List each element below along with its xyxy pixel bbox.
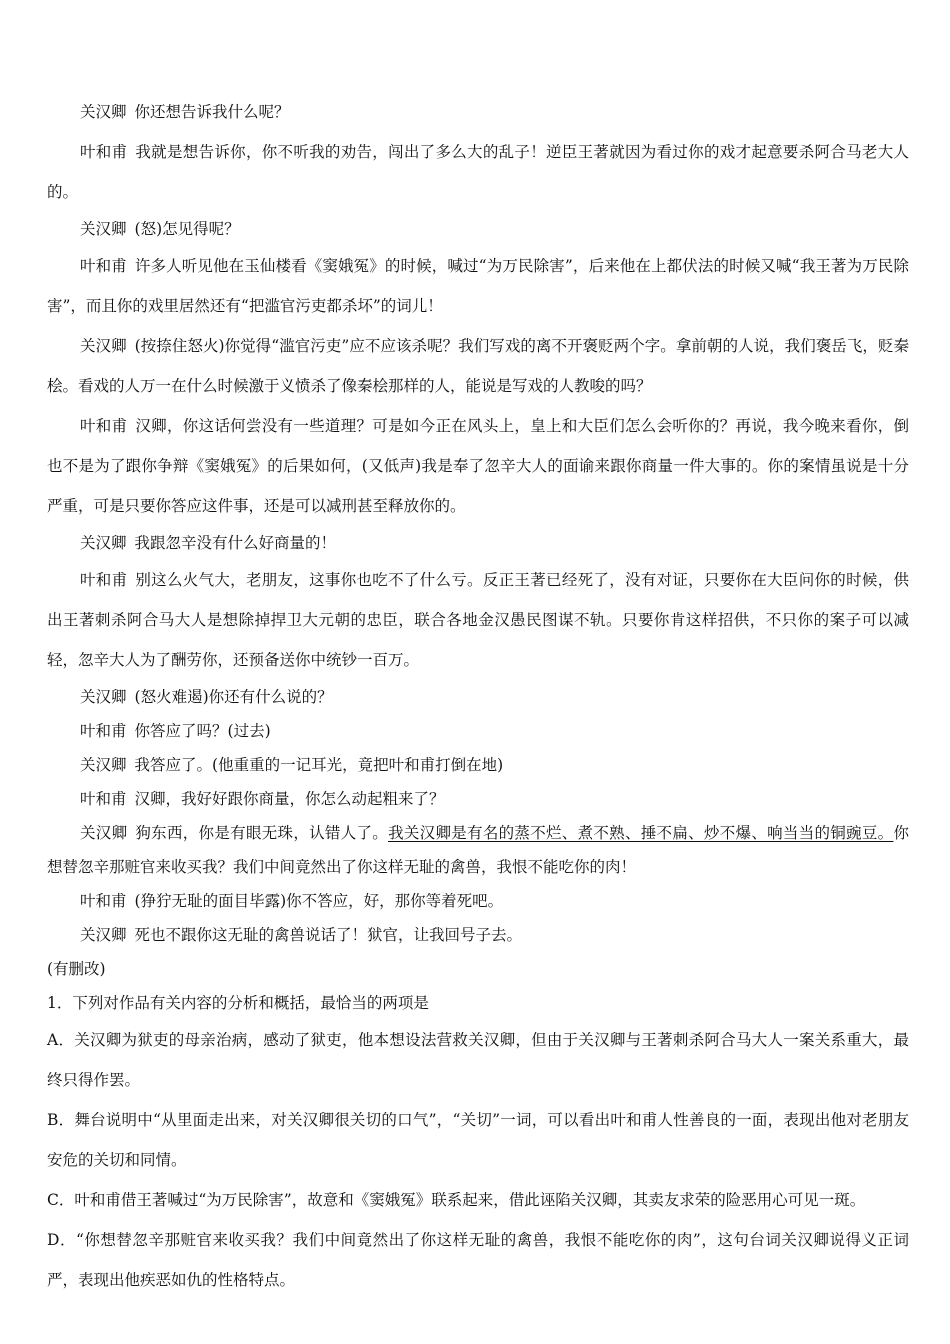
option-c: C．叶和甫借王著喊过“为万民除害”，故意和《窦娥冤》联系起来，借此诬陷关汉卿，其卖友求荣的险恶用心可见一斑。: [47, 1191, 866, 1209]
option-a: A．关汉卿为狱吏的母亲治病，感动了狱吏，他本想设法营救关汉卿，但由于关汉卿与王著刺杀阿合马大人一案关系重大，最终只得作罢。: [47, 1031, 909, 1089]
dialogue-line: [47, 406, 909, 526]
dialogue-line: [47, 326, 909, 406]
line-text: 汉卿，你这话何尝没有一些道理？可是如今正在风头上，皇上和大臣们怎么会听你的？再说，我今晚来看你，倒也不是为了跟你争辩《窦娥冤》的后果如何，(又低声)我是奉了忽辛大人的面谕来跟你商量一件大事的。你的案情虽说是十分严重，可是只要你答应这件事，还是可以减刑甚至释放你的。: [47, 417, 909, 515]
speaker-name: 叶和甫: [80, 722, 127, 740]
dialogue-line: [47, 884, 909, 918]
line-text: 狗东西，你是有眼无珠，认错人了。: [135, 824, 389, 842]
dialogue-line: [47, 246, 909, 326]
dialogue-line: [47, 714, 909, 748]
line-text: 许多人听见他在玉仙楼看《窦娥冤》的时候，喊过“为万民除害”，后来他在上都伏法的时候又喊“我王著为万民除害”，而且你的戏里居然还有“把滥官污吏都杀坏”的词儿！: [47, 257, 909, 315]
dialogue-line: [47, 132, 909, 212]
dialogue-line: [47, 526, 909, 560]
speaker-name: 关汉卿: [80, 824, 128, 842]
speaker-name: 叶和甫: [80, 790, 127, 808]
dialogue-line: [47, 782, 909, 816]
dialogue-line: [47, 918, 909, 952]
dialogue-line: [47, 212, 909, 246]
speaker-name: 关汉卿: [80, 337, 127, 355]
speaker-name: 关汉卿: [80, 220, 127, 238]
speaker-name: 关汉卿: [80, 756, 127, 774]
underlined-text: 我关汉卿是有名的蒸不烂、煮不熟、捶不扁、炒不爆、响当当的铜豌豆。: [388, 824, 894, 842]
speaker-name: 关汉卿: [80, 688, 127, 706]
line-text: 你答应了吗？(过去): [134, 722, 271, 740]
edit-note: (有删改): [47, 960, 106, 978]
line-text: 别这么火气大，老朋友，这事你也吃不了什么亏。反正王著已经死了，没有对证，只要你在大臣问你的时候，供出王著刺杀阿合马大人是想除掉捍卫大元朝的忠臣，联合各地金汉愚民图谋不轨。只要你肯这样招供，不只你的案子可以减轻，忽辛大人为了酬劳你，还预备送你中统钞一百万。: [47, 571, 909, 669]
speaker-name: 叶和甫: [80, 417, 128, 435]
speaker-name: 关汉卿: [80, 534, 127, 552]
line-text: 我跟忽辛没有什么好商量的！: [134, 534, 337, 552]
option-b: B．舞台说明中“从里面走出来，对关汉卿很关切的口气”，“关切”一词，可以看出叶和甫人性善良的一面，表现出他对老朋友安危的关切和同情。: [47, 1111, 909, 1169]
document-page: [47, 92, 909, 1300]
speaker-name: 叶和甫: [80, 257, 127, 275]
dialogue-line: [47, 680, 909, 714]
speaker-name: 叶和甫: [80, 892, 127, 910]
option-d: D．“你想替忽辛那赃官来收买我？我们中间竟然出了你这样无耻的禽兽，我恨不能吃你的肉”，这句台词关汉卿说得义正词严，表现出他疾恶如仇的性格特点。: [47, 1231, 909, 1289]
line-text: (按捺住怒火)你觉得“滥官污吏”应不应该杀呢？我们写戏的离不开褒贬两个字。拿前朝的人说，我们褒岳飞，贬秦桧。看戏的人万一在什么时候激于义愤杀了像秦桧那样的人，能说是写戏的人教唆的吗？: [47, 337, 909, 395]
question-stem: 1．下列对作品有关内容的分析和概括，最恰当的两项是: [47, 994, 429, 1012]
line-text: 我就是想告诉你，你不听我的劝告，闯出了多么大的乱子！逆臣王著就因为看过你的戏才起意要杀阿合马老大人的。: [47, 143, 909, 201]
line-text: (狰狞无耻的面目毕露)你不答应，好，那你等着死吧。: [134, 892, 504, 910]
line-text: (怒)怎见得呢？: [134, 220, 240, 238]
dialogue-line: [47, 560, 909, 680]
dialogue-line: [47, 748, 909, 782]
dialogue-line: [47, 816, 909, 884]
line-text: 死也不跟你这无耻的禽兽说话了！狱官，让我回号子去。: [134, 926, 523, 944]
speaker-name: 叶和甫: [80, 143, 128, 161]
line-text: 你想替忽辛那赃官来收买我？我们中间竟然出了你这样无耻的禽兽，我恨不能吃你的肉！: [47, 824, 909, 876]
speaker-name: 叶和甫: [80, 571, 128, 589]
speaker-name: 关汉卿: [80, 926, 127, 944]
line-text: (怒火难遏)你还有什么说的？: [134, 688, 333, 706]
speaker-name: 关汉卿: [80, 103, 127, 121]
line-text: 我答应了。(他重重的一记耳光，竟把叶和甫打倒在地): [134, 756, 504, 774]
line-text: 汉卿，我好好跟你商量，你怎么动起粗来了？: [134, 790, 445, 808]
line-text: 你还想告诉我什么呢？: [134, 103, 290, 121]
dialogue-line: [47, 92, 909, 132]
